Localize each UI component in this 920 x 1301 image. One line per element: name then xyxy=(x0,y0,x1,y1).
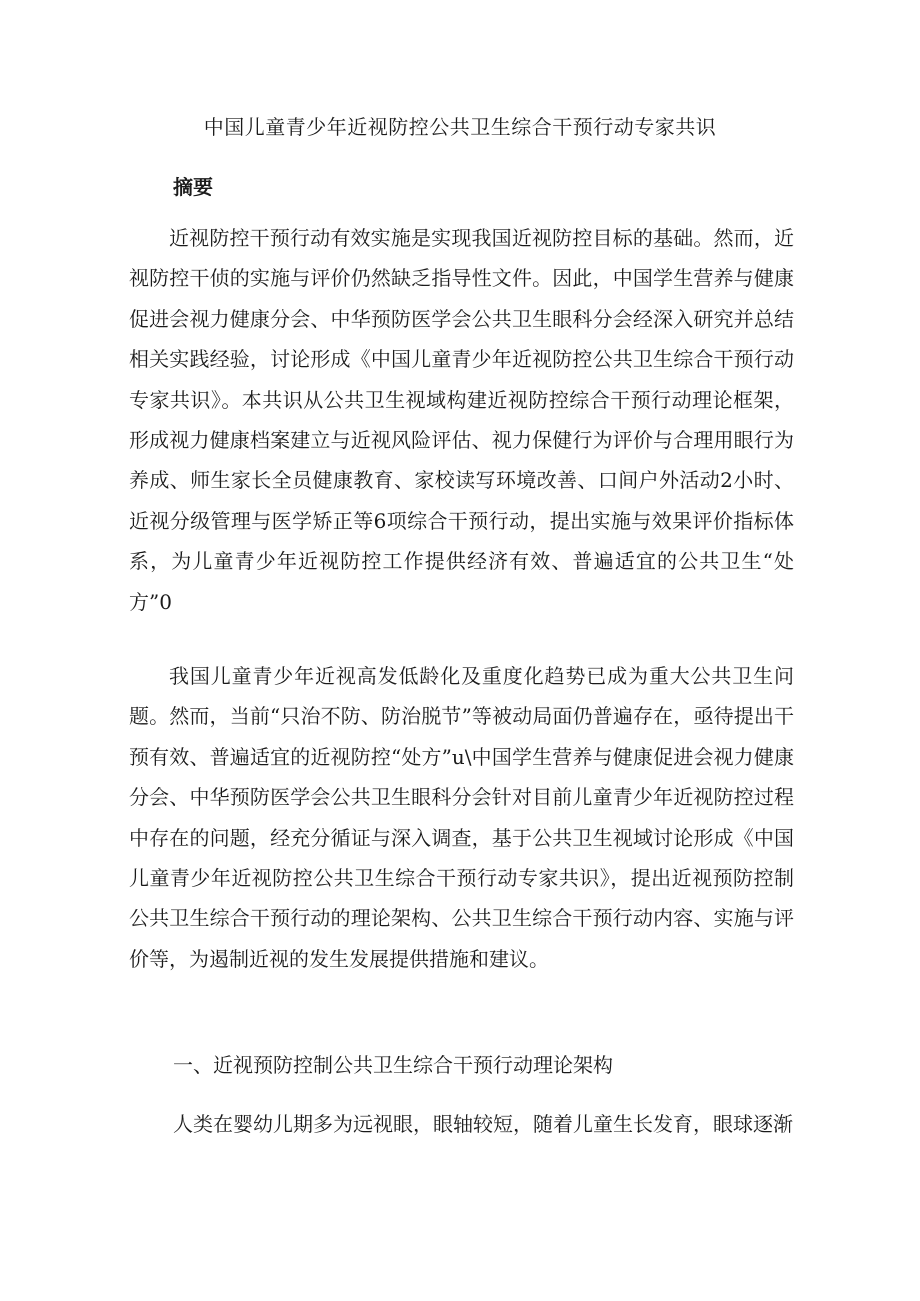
abstract-heading: 摘要 xyxy=(173,175,213,199)
document-title: 中国儿童青少年近视防控公共卫生综合干预行动专家共识 xyxy=(203,115,717,139)
intro-paragraph: 我国儿童青少年近视高发低龄化及重度化趋势已成为重大公共卫生问题。然而，当前“只治不防、防治脱节”等被动局面仍普遍存在，亟待提出干预有效、普遍适宜的近视防控“处方”u\中国学生营养与健康促进会视力健康分会、中华预防医学会公共卫生眼科分会针对目前儿童青少年近视防控过程中存在的问题，经充分循证与深入调查，基于公共卫生视域讨论形成《中国儿童青少年近视防控公共卫生综合干预行动专家共识》，提出近视预防控制公共卫生综合干预行动的理论架构、公共卫生综合干预行动内容、实施与评价等，为遏制近视的发生发展提供措施和建议。 xyxy=(129,664,794,971)
section-heading: 一、近视预防控制公共卫生综合干预行动理论架构 xyxy=(173,1053,613,1077)
section-paragraph: 人类在婴幼儿期多为远视眼，眼轴较短，随着儿童生长发育，眼球逐渐 xyxy=(173,1112,793,1136)
abstract-paragraph: 近视防控干预行动有效实施是实现我国近视防控目标的基础。然而，近视防控干侦的实施与评价仍然缺乏指导性文件。因此，中国学生营养与健康促进会视力健康分会、中华预防医学会公共卫生眼科分会经深入研究并总结相关实践经验，讨论形成《中国儿童青少年近视防控公共卫生综合干预行动专家共识》。本共识从公共卫生视域构建近视防控综合干预行动理论框架，形成视力健康档案建立与近视风险评估、视力保健行为评价与合理用眼行为养成、师生家长全员健康教育、家校读写环境改善、口间户外活动2小时、近视分级管理与医学矫正等6项综合干预行动，提出实施与效果评价指标体系，为儿童青少年近视防控工作提供经济有效、普遍适宜的公共卫生“处方”0 xyxy=(129,226,794,614)
